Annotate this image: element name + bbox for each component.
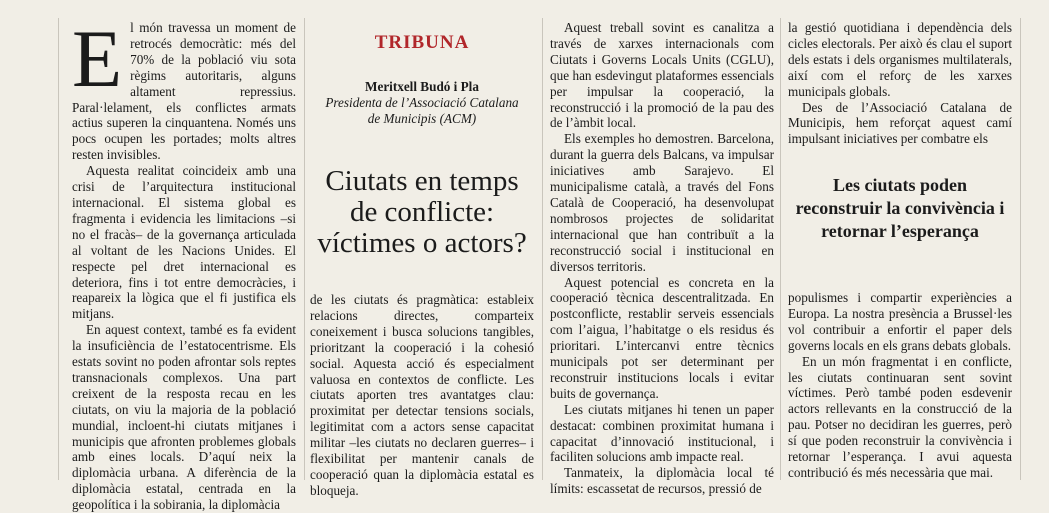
paragraph: Des de l’Associació Catalana de Municipis, hem reforçat aquest camí impulsant iniciatives per combatre els — [788, 99, 1012, 147]
author-byline — [310, 79, 534, 127]
paragraph: Aquest treball sovint es canalitza a través de xarxes internacionals com Ciutats i Governs Locals Units (CGLU), que han esdevingut plataformes essencials per impulsar la cooperació, la reconstrucció i la promoció de la pau des de l’àmbit local. — [550, 20, 774, 131]
paragraph: Les ciutats mitjanes hi tenen un paper destacat: combinen proximitat humana i capacitat d’innovació institucional, i faciliten solucions amb impacte real. — [550, 401, 774, 465]
column-rule — [304, 18, 305, 480]
article-column-1 — [72, 13, 296, 513]
column-rule — [58, 18, 59, 480]
article-column-2 — [310, 292, 534, 499]
paragraph: la gestió quotidiana i dependència dels cicles electorals. Per això és clau el suport dels estats i dels organismes multilaterals, així com el reforç de les xarxes municipals globals. — [788, 20, 1012, 99]
paragraph: populismes i compartir experiències a Europa. La nostra presència a Brussel·les vol contribuir a enfortir el paper dels governs locals en els grans debats globals. — [788, 290, 1012, 353]
paragraph: Aquest potencial es concreta en la cooperació tècnica descentralitzada. En postconflicte, restablir serveis essencials com l’aigua, l’habitatge o els residus és prioritari. L’intercanvi entre tècnics municipals pot ser determinant per reconstruir institucions locals i evitar buits de governança. — [550, 274, 774, 401]
paragraph: En un món fragmentat i en conflicte, les ciutats continuaran sent sovint víctimes. Però també poden esdevenir actors rellevants en la construcció de la pau. Potser no decidiran les guerres, però sí que poden reconstruir la convivència i retornar l’esperança. I avui aquesta contribució és més necessària que mai. — [788, 353, 1012, 480]
paragraph: El món travessa un moment de retrocés democràtic: més del 70% de la població viu sota règims autoritaris, alguns altament repressius. Paral·lelament, els conflictes armats actius superen la cinquantena. Només uns pocs ocupen les portades; molts altres resten invisibles. — [72, 13, 296, 163]
section-kicker: TRIBUNA — [374, 32, 470, 53]
article-column-4 — [788, 20, 1012, 147]
paragraph: Els exemples ho demostren. Barcelona, durant la guerra dels Balcans, va impulsar iniciatives amb Sarajevo. El municipalisme català, a través del Fons Català de Cooperació, ha desenvolupat nombrosos projectes de solidaritat internacional que han contribuït a la reconstrucció social i institucional en diversos territoris. — [550, 131, 774, 274]
drop-cap: E — [72, 13, 123, 104]
pull-quote: Les ciutats poden reconstruir la convivència i retornar l’esperança — [795, 175, 1005, 241]
article-headline: Ciutats en temps de conflicte: víctimes o actors? — [317, 165, 527, 259]
column-rule — [542, 18, 543, 480]
column-rule — [1020, 18, 1021, 480]
author-name: Meritxell Budó i Pla — [365, 79, 479, 94]
article-column-4-continued — [788, 290, 1012, 481]
author-role: de Municipis (ACM) — [367, 111, 477, 126]
author-role: Presidenta de l’Associació Catalana — [325, 95, 519, 110]
article-column-3 — [550, 20, 774, 497]
paragraph: Aquesta realitat coincideix amb una crisi de l’arquitectura institucional internacional. El sistema global es fragmenta i evidencia les limitacions –si no el fracàs– de la governança articulada al voltant de les Nacions Unides. El respecte pel dret internacional es deteriora, fins i tot entre democràcies, i reapareix la lògica que el fi justifica els mitjans. — [72, 163, 296, 322]
paragraph: En aquest context, també es fa evident la insuficiència de l’estatocentrisme. Els estats sovint no poden afrontar sols reptes transnacionals complexos. Una part creixent de la resposta recau en les ciutats, on viu la majoria de la població mundial, incloent-hi ciutats mitjanes i municipis que afronten problemes globals amb eines locals. D’aquí neix la diplomàcia urbana. A diferència de la diplomàcia estatal, centrada en la geopolítica i la sobirania, la diplomàcia — [72, 322, 296, 513]
column-rule — [780, 18, 781, 480]
paragraph: de les ciutats és pragmàtica: estableix relacions directes, comparteix coneixement i busca solucions tangibles, prioritzant la cooperació i la cohesió social. Aquesta acció és especialment valuosa en contextos de conflicte. Les ciutats aporten tres avantatges clau: proximitat per detectar tensions socials, legitimitat com a actors sense capacitat militar –les ciutats no declaren guerres– i flexibilitat per mantenir canals de cooperació quan la diplomàcia estatal es bloqueja. — [310, 292, 534, 498]
paragraph: Tanmateix, la diplomàcia local té límits: escassetat de recursos, pressió de — [550, 465, 774, 497]
